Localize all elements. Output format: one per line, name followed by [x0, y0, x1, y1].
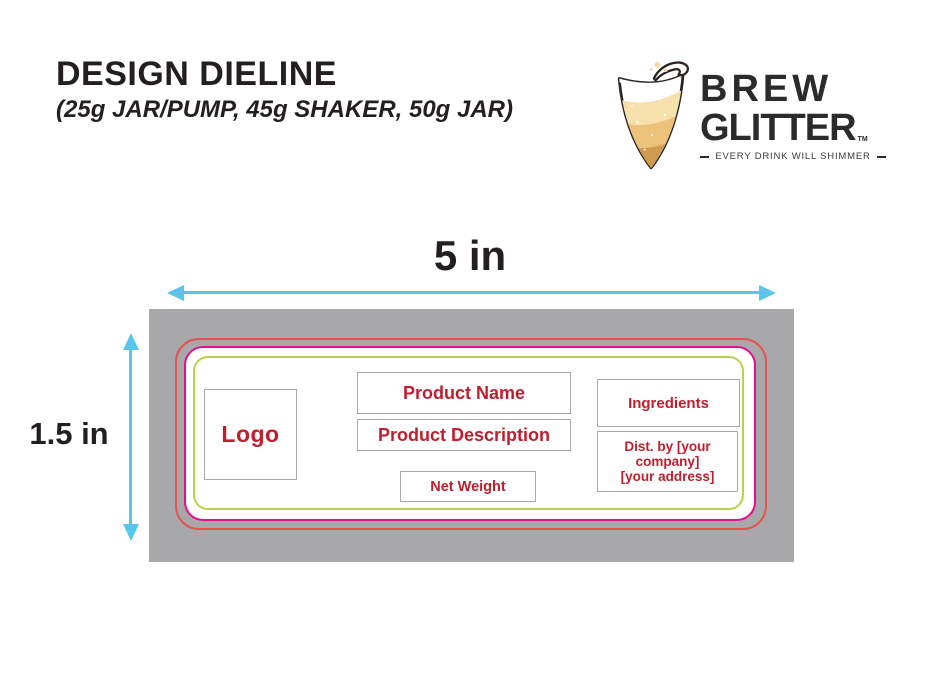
- product-description-box: [357, 419, 571, 451]
- arrow-shaft: [184, 291, 759, 294]
- height-dimension-label: 1.5 in: [29, 416, 109, 451]
- product-description-label: Product Description: [377, 424, 551, 445]
- ingredients-box: [597, 379, 740, 427]
- logo-placeholder-box: [204, 389, 297, 480]
- brand-line-1: BREW: [700, 68, 833, 110]
- width-dimension-label: 5 in: [433, 232, 507, 279]
- brand-line-2: GLITTER: [700, 107, 856, 149]
- arrow-head-right-icon: [759, 285, 776, 301]
- product-name-box: [357, 372, 571, 414]
- net-weight-box: [400, 471, 536, 502]
- distributor-line-1: Dist. by [your company]: [624, 439, 711, 469]
- arrow-head-left-icon: [167, 285, 184, 301]
- distributor-line-2: [your address]: [620, 469, 715, 484]
- brew-glitter-glass-icon: [610, 58, 694, 172]
- net-weight-label: Net Weight: [430, 478, 506, 495]
- tagline-rule-left: [700, 156, 709, 158]
- page-title: DESIGN DIELINE: [56, 55, 337, 93]
- brew-glitter-logo: [610, 58, 886, 172]
- width-dimension-arrow: [167, 284, 776, 301]
- page-subtitle: (25g JAR/PUMP, 45g SHAKER, 50g JAR): [56, 96, 514, 123]
- height-dimension-arrow: [122, 333, 139, 541]
- trademark-symbol: TM: [857, 136, 868, 143]
- arrow-shaft: [129, 350, 132, 524]
- tagline-rule-right: [877, 156, 886, 158]
- brand-tagline: [700, 151, 886, 162]
- logo-placeholder-label: Logo: [221, 421, 280, 447]
- arrow-head-down-icon: [123, 524, 139, 541]
- brand-wordmark: [700, 58, 886, 162]
- ingredients-label: Ingredients: [628, 394, 709, 412]
- tagline-text: EVERY DRINK WILL SHIMMER: [715, 151, 871, 162]
- bleed-area: [149, 309, 794, 562]
- distributor-box: [597, 431, 738, 492]
- product-name-label: Product Name: [402, 382, 526, 403]
- arrow-head-up-icon: [123, 333, 139, 350]
